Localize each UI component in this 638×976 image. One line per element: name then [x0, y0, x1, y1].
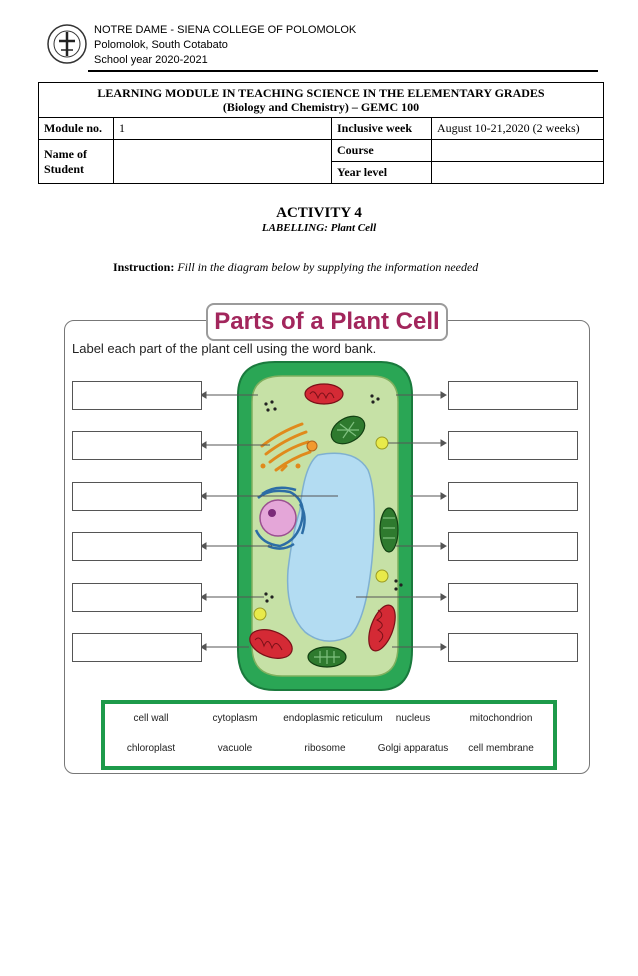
label-box-right-2[interactable]: [448, 431, 578, 460]
vesicle-1: [376, 437, 388, 449]
mitochondrion-top: [305, 384, 343, 404]
label-box-left-3[interactable]: [72, 482, 202, 511]
word-bank-item: ribosome: [304, 743, 346, 754]
school-year: School year 2020-2021: [94, 54, 208, 66]
label-box-right-1[interactable]: [448, 381, 578, 410]
word-bank-item: chloroplast: [126, 743, 176, 754]
module-no-label: Module no.: [39, 118, 114, 140]
chloroplast-right: [380, 508, 398, 552]
worksheet-title: Parts of a Plant Cell: [214, 308, 440, 335]
instruction-label: Instruction:: [113, 260, 175, 274]
word-bank-item: nucleus: [395, 713, 431, 724]
word-bank-item: cell wall: [133, 713, 169, 724]
label-box-right-4[interactable]: [448, 532, 578, 561]
instruction-text: Fill in the diagram below by supplying the information needed: [177, 260, 479, 274]
module-no-value: 1: [114, 118, 332, 140]
nucleus: [260, 500, 296, 536]
label-box-left-6[interactable]: [72, 633, 202, 662]
nucleolus: [268, 509, 276, 517]
module-title-line2: (Biology and Chemistry) – GEMC 100: [222, 100, 420, 114]
word-bank: [101, 700, 557, 770]
worksheet-subtitle: Label each part of the plant cell using the word bank.: [72, 341, 377, 356]
word-bank-item: cell membrane: [468, 743, 534, 754]
label-box-right-3[interactable]: [448, 482, 578, 511]
label-box-left-4[interactable]: [72, 532, 202, 561]
lysosome-orange: [307, 441, 317, 451]
activity-subtitle: LABELLING: Plant Cell: [261, 222, 377, 234]
module-title-line1: LEARNING MODULE IN TEACHING SCIENCE IN THE ELEMENTARY GRADES: [97, 86, 545, 100]
vesicle-2: [376, 570, 388, 582]
label-box-left-2[interactable]: [72, 431, 202, 460]
year-level-label: Year level: [332, 162, 432, 184]
word-bank-item: mitochondrion: [469, 713, 533, 724]
inclusive-week-value: August 10-21,2020 (2 weeks): [432, 118, 604, 140]
word-bank-item: cytoplasm: [212, 713, 258, 724]
name-of-student-label: Name of Student: [39, 140, 114, 184]
label-box-left-5[interactable]: [72, 583, 202, 612]
course-label: Course: [332, 140, 432, 162]
activity-title: ACTIVITY 4: [276, 205, 362, 221]
word-bank-item: endoplasmic reticulum: [283, 713, 383, 724]
label-box-right-6[interactable]: [448, 633, 578, 662]
inclusive-week-label: Inclusive week: [332, 118, 432, 140]
label-box-left-1[interactable]: [72, 381, 202, 410]
school-location: Polomolok, South Cotabato: [94, 39, 228, 51]
chloroplast-bottom: [308, 647, 346, 667]
vesicle-3: [254, 608, 266, 620]
word-bank-item: vacuole: [217, 743, 253, 754]
word-bank-item: Golgi apparatus: [377, 743, 449, 754]
label-box-right-5[interactable]: [448, 583, 578, 612]
school-name: NOTRE DAME - SIENA COLLEGE OF POLOMOLOK: [94, 24, 357, 36]
